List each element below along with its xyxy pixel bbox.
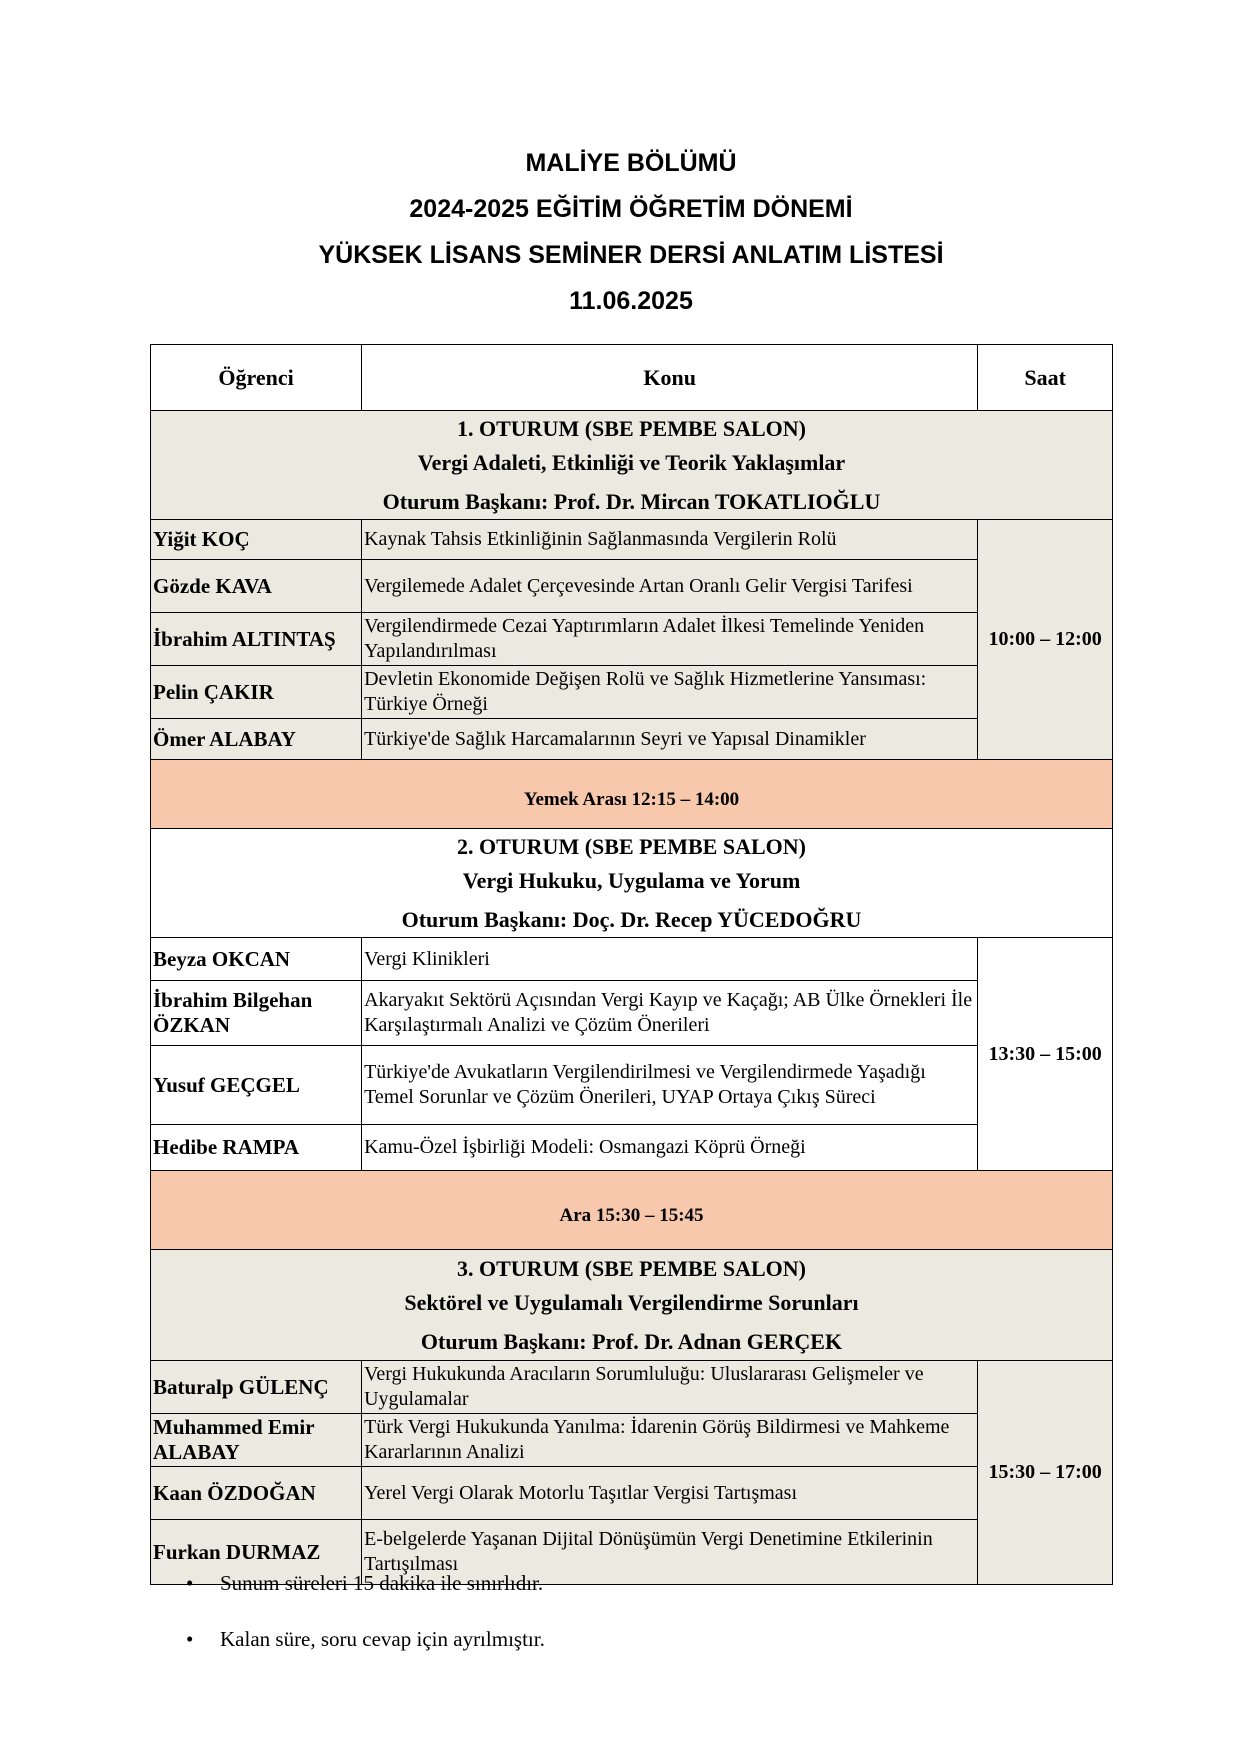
column-header-topic: Konu [362, 345, 978, 411]
note-text: Kalan süre, soru cevap için ayrılmıştır. [220, 1627, 545, 1651]
list-item [186, 1624, 545, 1680]
topic-text: Kamu-Özel İşbirliği Modeli: Osmangazi Köprü Örneği [362, 1125, 978, 1171]
topic-text: Akaryakıt Sektörü Açısından Vergi Kayıp ve Kaçağı; AB Ülke Örnekleri İle Karşılaştırmalı Analizi ve Çözüm Önerileri [362, 981, 978, 1046]
session-1-header [151, 411, 1113, 520]
session-2-header [151, 829, 1113, 938]
document-date: 11.06.2025 [569, 287, 693, 315]
short-break-label: Ara 15:30 – 15:45 [151, 1171, 1113, 1250]
student-name: Pelin ÇAKIR [151, 666, 362, 719]
session-3-theme: Sektörel ve Uygulamalı Vergilendirme Sorunları [404, 1290, 859, 1315]
topic-text: Türkiye'de Sağlık Harcamalarının Seyri ve Yapısal Dinamikler [362, 719, 978, 760]
department-title: MALİYE BÖLÜMÜ [525, 149, 737, 177]
table-row [151, 520, 1113, 560]
list-title: YÜKSEK LİSANS SEMİNER DERSİ ANLATIM LİSTESİ [318, 241, 944, 269]
topic-text: Devletin Ekonomide Değişen Rolü ve Sağlık Hizmetlerine Yansıması: Türkiye Örneği [362, 666, 978, 719]
bullet-icon: • [186, 1627, 194, 1651]
student-name: Kaan ÖZDOĞAN [151, 1467, 362, 1520]
table-header-row [151, 345, 1113, 411]
table-row [151, 981, 1113, 1046]
student-name: İbrahim Bilgehan ÖZKAN [151, 981, 362, 1046]
session-2-chair: Oturum Başkanı: Doç. Dr. Recep YÜCEDOĞRU [401, 907, 862, 932]
table-row [151, 560, 1113, 613]
table-row [151, 1467, 1113, 1520]
session-1-time: 10:00 – 12:00 [978, 520, 1113, 760]
student-name: Yiğit KOÇ [151, 520, 362, 560]
table-row [151, 938, 1113, 981]
column-header-time: Saat [978, 345, 1113, 411]
student-name: Muhammed Emir ALABAY [151, 1414, 362, 1467]
session-1-chair: Oturum Başkanı: Prof. Dr. Mircan TOKATLIOĞLU [382, 489, 881, 514]
topic-text: Vergi Hukukunda Aracıların Sorumluluğu: Uluslararası Gelişmeler ve Uygulamalar [362, 1361, 978, 1414]
short-break-row [151, 1171, 1113, 1250]
lunch-break-label: Yemek Arası 12:15 – 14:00 [151, 760, 1113, 829]
topic-text: Türkiye'de Avukatların Vergilendirilmesi ve Vergilendirmede Yaşadığı Temel Sorunlar ve Çözüm Önerileri, UYAP Ortaya Çıkış Süreci [362, 1046, 978, 1125]
student-name: Furkan DURMAZ [151, 1520, 362, 1585]
topic-text: Yerel Vergi Olarak Motorlu Taşıtlar Vergisi Tartışması [362, 1467, 978, 1520]
academic-year-title: 2024-2025 EĞİTİM ÖĞRETİM DÖNEMİ [409, 195, 853, 223]
student-name: Beyza OKCAN [151, 938, 362, 981]
topic-text: Türk Vergi Hukukunda Yanılma: İdarenin Görüş Bildirmesi ve Mahkeme Kararlarının Analizi [362, 1414, 978, 1467]
schedule-table [150, 344, 1113, 1585]
table-row [151, 1046, 1113, 1125]
session-1-title: 1. OTURUM (SBE PEMBE SALON) [457, 416, 806, 441]
column-header-student: Öğrenci [151, 345, 362, 411]
topic-text: Vergilendirmede Cezai Yaptırımların Adalet İlkesi Temelinde Yeniden Yapılandırılması [362, 613, 978, 666]
table-row [151, 1414, 1113, 1467]
notes-list [186, 1568, 545, 1680]
session-2-time: 13:30 – 15:00 [978, 938, 1113, 1171]
session-3-time: 15:30 – 17:00 [978, 1361, 1113, 1585]
student-name: Gözde KAVA [151, 560, 362, 613]
topic-text: Kaynak Tahsis Etkinliğinin Sağlanmasında Vergilerin Rolü [362, 520, 978, 560]
session-2-theme: Vergi Hukuku, Uygulama ve Yorum [462, 868, 801, 893]
student-name: Baturalp GÜLENÇ [151, 1361, 362, 1414]
topic-text: Vergilemede Adalet Çerçevesinde Artan Oranlı Gelir Vergisi Tarifesi [362, 560, 978, 613]
table-row [151, 1125, 1113, 1171]
student-name: Yusuf GEÇGEL [151, 1046, 362, 1125]
session-3-header [151, 1250, 1113, 1361]
bullet-icon: • [186, 1571, 194, 1595]
session-3-chair: Oturum Başkanı: Prof. Dr. Adnan GERÇEK [420, 1329, 843, 1354]
table-row [151, 719, 1113, 760]
document-title-block [150, 140, 1112, 324]
session-1-theme: Vergi Adaleti, Etkinliği ve Teorik Yaklaşımlar [417, 450, 846, 475]
student-name: Ömer ALABAY [151, 719, 362, 760]
session-2-title: 2. OTURUM (SBE PEMBE SALON) [457, 834, 806, 859]
note-text: Sunum süreleri 15 dakika ile sınırlıdır. [220, 1571, 544, 1595]
table-row [151, 613, 1113, 666]
table-row [151, 1361, 1113, 1414]
student-name: Hedibe RAMPA [151, 1125, 362, 1171]
student-name: İbrahim ALTINTAŞ [151, 613, 362, 666]
session-3-title: 3. OTURUM (SBE PEMBE SALON) [457, 1256, 806, 1281]
lunch-break-row [151, 760, 1113, 829]
table-row [151, 666, 1113, 719]
list-item [186, 1568, 545, 1624]
topic-text: E-belgelerde Yaşanan Dijital Dönüşümün Vergi Denetimine Etkilerinin Tartışılması [362, 1520, 978, 1585]
topic-text: Vergi Klinikleri [362, 938, 978, 981]
